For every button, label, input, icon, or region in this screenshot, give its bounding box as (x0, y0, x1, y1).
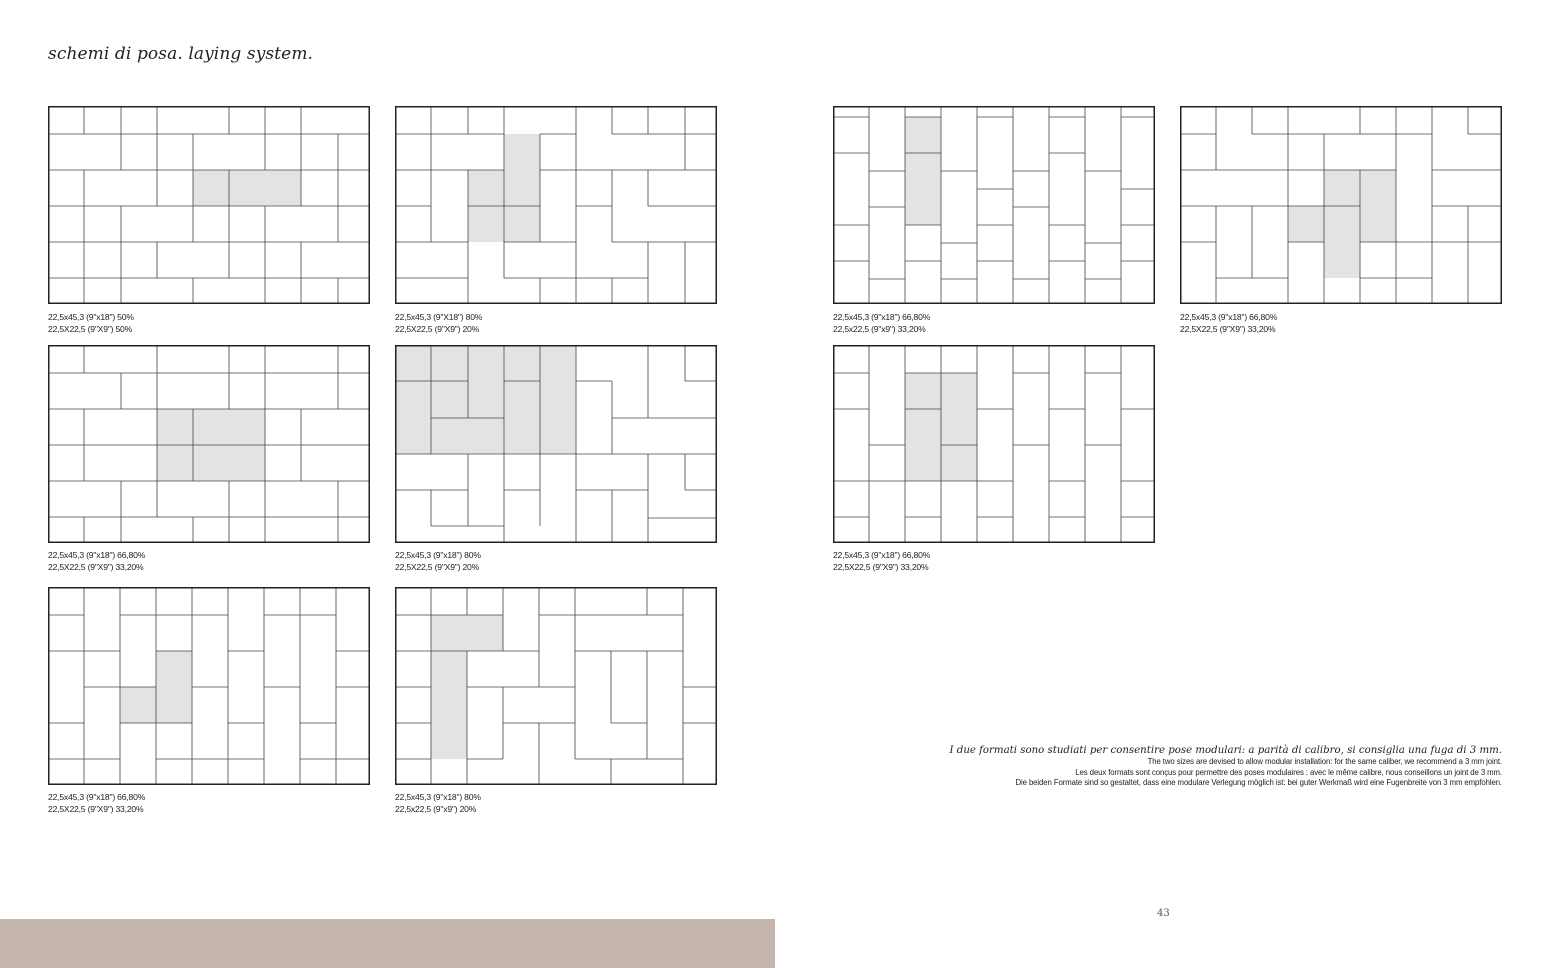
scheme-caption-4 (1180, 311, 1277, 335)
laying-scheme-3 (833, 106, 1155, 304)
caption-line-2: 22,5X22,5 (9"X9") 20% (395, 324, 480, 334)
caption-line-2: 22,5X22,5 (9"X9") 50% (48, 324, 133, 334)
caption-line-2: 22,5x22,5 (9"x9") 20% (395, 804, 477, 814)
caption-line-2: 22,5X22,5 (9"X9") 33,20% (48, 562, 144, 572)
tile-grid-7 (833, 345, 1155, 543)
caption-line-1: 22,5x45,3 (9"x18") 80% (395, 550, 481, 560)
laying-scheme-8 (48, 587, 370, 785)
tile-grid-9 (395, 587, 717, 785)
tile-grid-4 (1180, 106, 1502, 304)
caption-line-1: 22,5x45,3 (9"x18") 66,80% (48, 550, 146, 560)
scheme-caption-8 (48, 791, 145, 815)
note-italian: I due formati sono studiati per consentire pose modulari: a parità di calibro, si consiglia una fuga di 3 mm. (949, 745, 1502, 756)
caption-line-2: 22,5X22,5 (9"X9") 33,20% (48, 804, 144, 814)
caption-line-2: 22,5X22,5 (9"X9") 33,20% (1180, 324, 1276, 334)
caption-line-1: 22,5x45,3 (9"x18") 66,80% (833, 550, 931, 560)
page-title: schemi di posa. laying system. (48, 44, 314, 64)
laying-scheme-6 (395, 345, 717, 543)
caption-line-1: 22,5x45,3 (9"x18") 80% (395, 792, 481, 802)
installation-note (950, 744, 1502, 789)
tile-grid-3 (833, 106, 1155, 304)
scheme-caption-7 (833, 549, 930, 573)
caption-line-2: 22,5X22,5 (9"X9") 20% (395, 562, 480, 572)
tile-grid-1 (48, 106, 370, 304)
laying-scheme-2 (395, 106, 717, 304)
caption-line-1: 22,5x45,3 (9"x18") 66,80% (833, 312, 931, 322)
scheme-caption-6 (395, 549, 481, 573)
page-number: 43 (1157, 908, 1170, 919)
tile-grid-2 (395, 106, 717, 304)
scheme-caption-1 (48, 311, 134, 335)
note-french: Les deux formats sont conçus pour permettre des poses modulaires : avec le même calibre, nous conseillons un joint de 3 mm. (1075, 767, 1502, 777)
caption-line-2: 22,5X22,5 (9"X9") 33,20% (833, 562, 929, 572)
note-english: The two sizes are devised to allow modular installation: for the same caliber, we recommend a 3 mm joint. (1147, 757, 1502, 766)
footer-color-band (0, 919, 775, 968)
caption-line-2: 22,5x22,5 (9"x9") 33,20% (833, 324, 926, 334)
note-german: Die beiden Formate sind so gestaltet, dass eine modulare Verlegung möglich ist: bei guter Werkmaß wird eine Fugenbreite von 3 mm empfohlen. (1015, 778, 1502, 787)
scheme-caption-2 (395, 311, 482, 335)
laying-scheme-9 (395, 587, 717, 785)
laying-scheme-1 (48, 106, 370, 304)
tile-grid-8 (48, 587, 370, 785)
caption-line-1: 22,5x45,3 (9"X18") 80% (395, 312, 483, 322)
caption-line-1: 22,5x45,3 (9"x18") 66,80% (1180, 312, 1278, 322)
scheme-caption-5 (48, 549, 145, 573)
caption-line-1: 22,5x45,3 (9"x18") 50% (48, 312, 134, 322)
scheme-caption-9 (395, 791, 481, 815)
laying-scheme-5 (48, 345, 370, 543)
tile-grid-6 (395, 345, 717, 543)
caption-line-1: 22,5x45,3 (9"x18") 66,80% (48, 792, 146, 802)
scheme-caption-3 (833, 311, 930, 335)
laying-scheme-7 (833, 345, 1155, 543)
tile-grid-5 (48, 345, 370, 543)
laying-scheme-4 (1180, 106, 1502, 304)
